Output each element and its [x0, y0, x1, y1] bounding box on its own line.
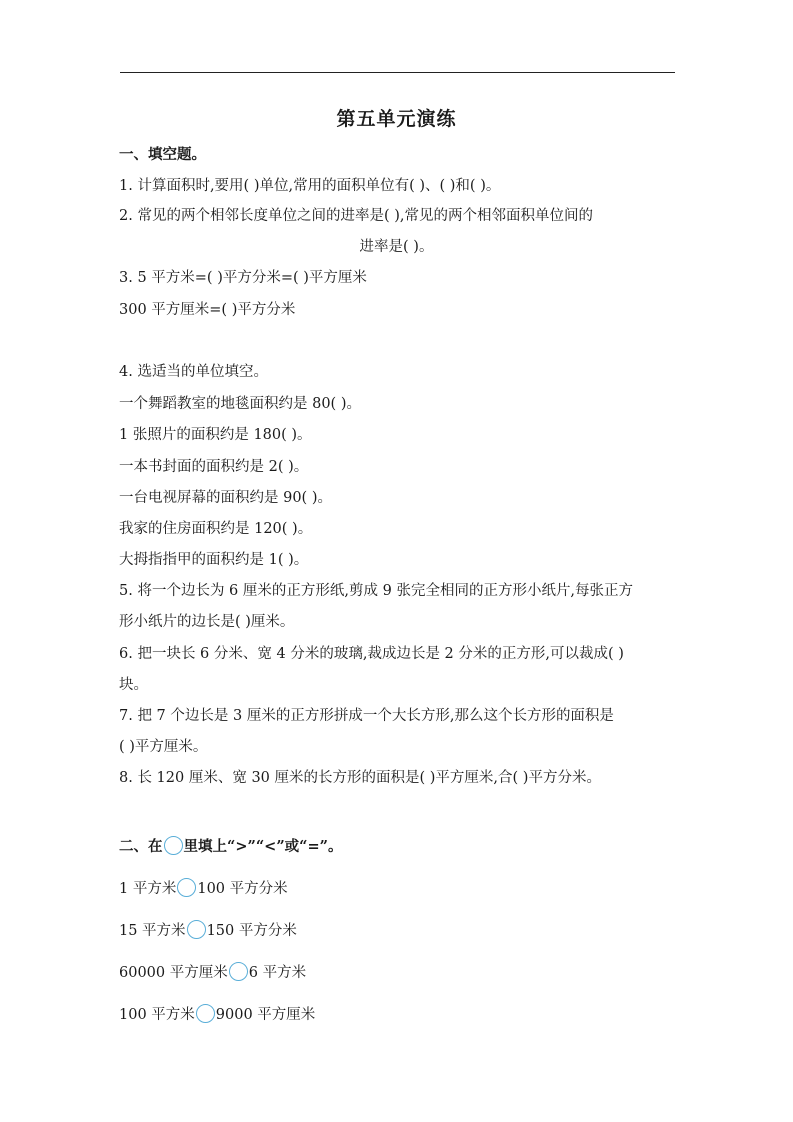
question-4-item: 我家的住房面积约是 120( )。 [119, 521, 313, 537]
comparison-item [119, 1004, 315, 1025]
header-rule [120, 72, 675, 73]
comparison-item [119, 878, 288, 899]
comparison-answer-circle[interactable] [196, 1004, 215, 1023]
comparison-left: 100 平方米 [119, 1007, 195, 1023]
comparison-right: 150 平方分米 [206, 923, 297, 939]
comparison-answer-circle[interactable] [177, 878, 196, 897]
comparison-circle-icon [164, 836, 183, 855]
comparison-item [119, 962, 306, 983]
question-4-item: 一个舞蹈教室的地毯面积约是 80( )。 [119, 396, 361, 412]
question-2-line1: 2. 常见的两个相邻长度单位之间的进率是( ),常见的两个相邻面积单位间的 [119, 208, 593, 224]
comparison-right: 6 平方米 [248, 965, 307, 981]
question-5-line2: 形小纸片的边长是( )厘米。 [119, 614, 295, 630]
question-4-item: 一台电视屏幕的面积约是 90( )。 [119, 490, 332, 506]
question-8: 8. 长 120 厘米、宽 30 厘米的长方形的面积是( )平方厘米,合( )平方分米。 [119, 770, 601, 786]
section2-heading [119, 836, 343, 857]
section1-heading: 一、填空题。 [119, 146, 206, 163]
question-4-item: 一本书封面的面积约是 2( )。 [119, 459, 309, 475]
comparison-left: 15 平方米 [119, 923, 186, 939]
comparison-left: 1 平方米 [119, 881, 177, 897]
comparison-left: 60000 平方厘米 [119, 965, 228, 981]
question-6-line1: 6. 把一块长 6 分米、宽 4 分米的玻璃,裁成边长是 2 分米的正方形,可以裁成( ) [119, 646, 624, 662]
question-3-line1: 3. 5 平方米=( )平方分米=( )平方厘米 [119, 270, 367, 286]
question-4-item: 大拇指指甲的面积约是 1( )。 [119, 552, 309, 568]
comparison-right: 100 平方分米 [197, 881, 288, 897]
question-2-line2: 进率是( )。 [359, 239, 434, 255]
section2-heading-before: 二、在 [119, 838, 163, 855]
question-1: 1. 计算面积时,要用( )单位,常用的面积单位有( )、( )和( )。 [119, 178, 501, 194]
section2-heading-after: 里填上“>”“<”或“=”。 [183, 838, 343, 855]
question-6-line2: 块。 [119, 677, 148, 693]
question-7-line2: ( )平方厘米。 [119, 739, 208, 755]
page-title: 第五单元演练 [336, 108, 457, 130]
question-4-heading: 4. 选适当的单位填空。 [119, 364, 268, 380]
question-7-line1: 7. 把 7 个边长是 3 厘米的正方形拼成一个大长方形,那么这个长方形的面积是 [119, 708, 614, 724]
comparison-item [119, 920, 297, 941]
comparison-answer-circle[interactable] [229, 962, 248, 981]
comparison-answer-circle[interactable] [187, 920, 206, 939]
question-4-item: 1 张照片的面积约是 180( )。 [119, 427, 312, 443]
question-5-line1: 5. 将一个边长为 6 厘米的正方形纸,剪成 9 张完全相同的正方形小纸片,每张正方 [119, 583, 634, 599]
comparison-right: 9000 平方厘米 [215, 1007, 316, 1023]
question-3-line2: 300 平方厘米=( )平方分米 [119, 302, 296, 318]
